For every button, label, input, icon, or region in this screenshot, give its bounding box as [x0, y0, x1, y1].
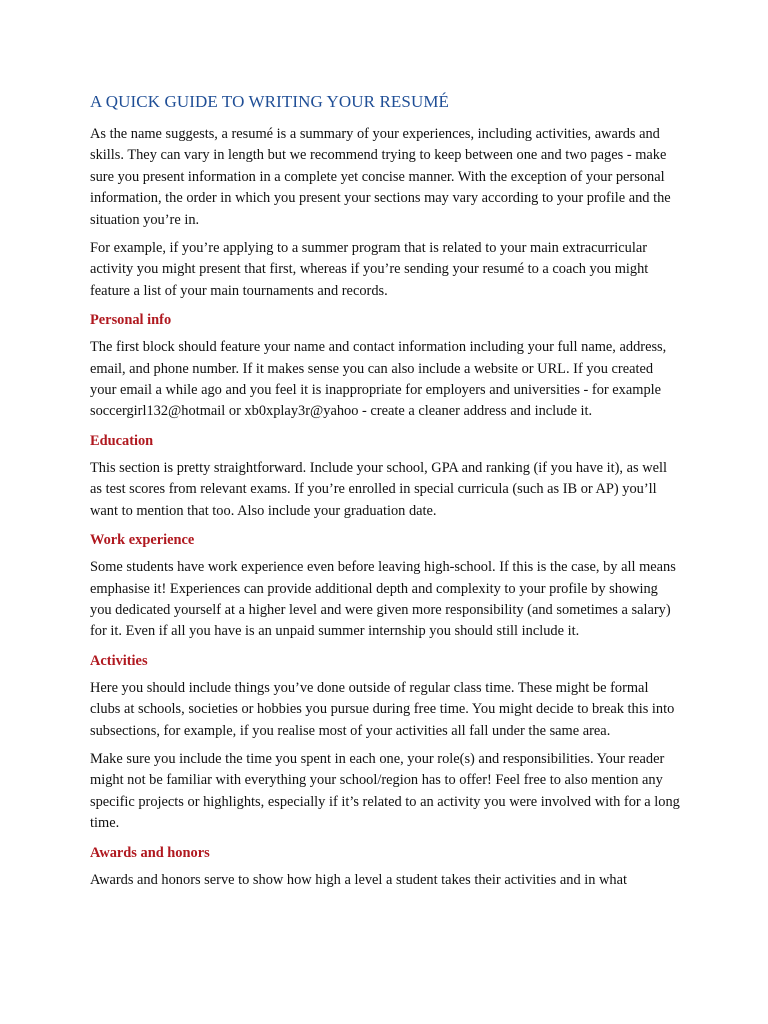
section-heading-awards-and-honors: Awards and honors [90, 844, 210, 861]
intro-paragraph-2: For example, if you’re applying to a summer program that is related to your main extracurricular activity you might present that first, whereas if you’re sending your resumé to a coach you might feature a list of your main tournaments and records. [90, 240, 649, 299]
education-paragraph: This section is pretty straightforward. Include your school, GPA and ranking (if you have it), as well as test scores from relevant exams. If you’re enrolled in special curricula (such as IB or AP) you’ll want to mention that too. Also include your graduation date. [90, 459, 667, 519]
section-activities [90, 650, 680, 835]
section-awards-and-honors [90, 842, 680, 891]
activities-paragraph-1: Here you should include things you’ve done outside of regular class time. These might be formal clubs at schools, societies or hobbies you pursue during free time. You might decide to break this into subsections, for example, if you realise most of your activities all fall under the same area. [90, 679, 675, 739]
section-heading-personal-info: Personal info [90, 312, 172, 329]
awards-and-honors-paragraph: Awards and honors serve to show how high a level a student takes their activities and in what [90, 871, 627, 888]
work-experience-paragraph: Some students have work experience even before leaving high-school. If this is the case, by all means emphasise it! Experiences can provide additional depth and complexity to your profile by showing you dedicated yourself at a higher level and were given more responsibility (and sometimes a salary) for it. Even if all you have is an unpaid summer internship you should still include it. [90, 559, 676, 640]
section-heading-education: Education [90, 432, 154, 449]
section-work-experience [90, 529, 680, 643]
document-page [90, 90, 680, 898]
section-personal-info [90, 309, 680, 423]
section-heading-work-experience: Work experience [90, 532, 195, 549]
activities-paragraph-2: Make sure you include the time you spent in each one, your role(s) and responsibilities. Your reader might not be familiar with everything your school/region has to offer! Feel free to also mention any specific projects or highlights, especially if it’s related to an activity you were involved with for a long time. [90, 750, 680, 832]
document-title: A QUICK GUIDE TO WRITING YOUR RESUMÉ [90, 92, 450, 111]
section-education [90, 430, 680, 522]
personal-info-paragraph: The first block should feature your name and contact information including your full name, address, email, and phone number. If it makes sense you can also include a website or URL. If you created your email a while ago and you feel it is inappropriate for employers and universities - for example soccergirl132@hotmail or xb0xplay3r@yahoo - create a cleaner address and include it. [90, 339, 667, 420]
section-heading-activities: Activities [90, 652, 148, 669]
intro-paragraph-1: As the name suggests, a resumé is a summary of your experiences, including activities, awards and skills. They can vary in length but we recommend trying to keep between one and two pages - make sure you present information in a complete yet concise manner. With the exception of your personal information, the order in which you present your sections may vary according to your profile and the situation you’re in. [90, 126, 671, 228]
